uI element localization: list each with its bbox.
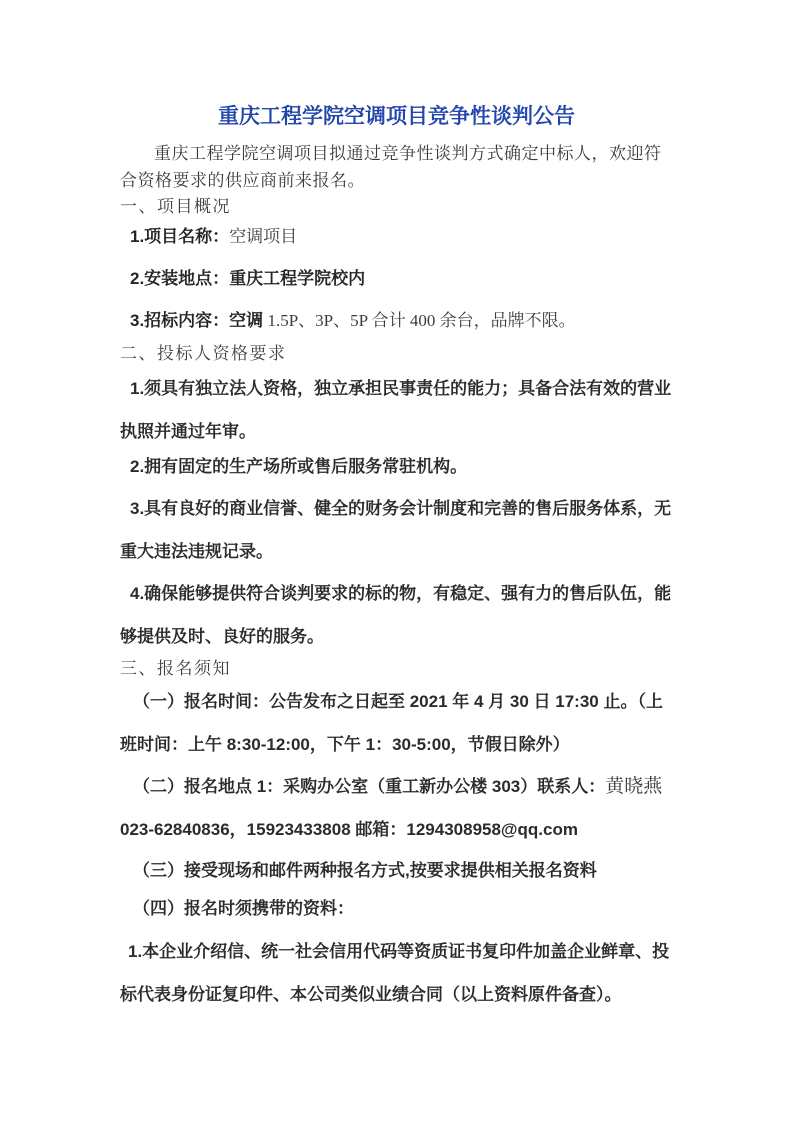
tender-content-item <box>120 299 676 342</box>
install-location-label: 2.安装地点： <box>130 269 230 288</box>
qualification-item-2: 2.拥有固定的生产场所或售后服务常驻机构。 <box>130 457 468 476</box>
install-location-item <box>120 257 676 300</box>
intro-paragraph: 重庆工程学院空调项目拟通过竞争性谈判方式确定中标人，欢迎符合资格要求的供应商前来报名。 <box>120 144 662 190</box>
section-heading-bidder-qualifications: 二、投标人资格要求 <box>120 344 287 363</box>
project-name-item <box>120 215 676 258</box>
qualification-item-1: 1.须具有独立法人资格，独立承担民事责任的能力；具备合法有效的营业执照并通过年审。 <box>120 379 672 441</box>
section-heading-registration-notes: 三、报名须知 <box>120 659 231 678</box>
document-title: 重庆工程学院空调项目竞争性谈判公告 <box>218 105 575 128</box>
project-name-value: 空调项目 <box>229 227 298 246</box>
registration-location-item <box>120 765 676 851</box>
section-heading-project-overview: 一、项目概况 <box>120 197 231 216</box>
registration-time-item: （一）报名时间：公告发布之日起至 2021 年 4 月 30 日 17:30 止。（上班时间：上午 8:30-12:00，下午 1：30-5:00，节假日除外） <box>120 692 663 754</box>
required-materials-item-1: 1.本企业介绍信、统一社会信用代码等资质证书复印件加盖企业鲜章、投标代表身份证复印件、本公司类似业绩合同（以上资料原件备查）。 <box>120 942 670 1004</box>
install-location-value: 重庆工程学院校内 <box>229 269 366 288</box>
required-materials-heading: （四）报名时须携带的资料： <box>133 899 354 918</box>
qualification-item-3: 3.具有良好的商业信誉、健全的财务会计制度和完善的售后服务体系，无重大违法违规记录。 <box>120 499 672 561</box>
tender-content-value: 1.5P、3P、5P 合计 400 余台，品牌不限。 <box>263 311 576 330</box>
registration-method-item: （三）接受现场和邮件两种报名方式,按要求提供相关报名资料 <box>133 861 597 880</box>
tender-content-label: 3.招标内容：空调 <box>130 311 264 330</box>
contact-person-name: 黄晓燕 <box>605 776 663 797</box>
registration-location-text: （二）报名地点 1：采购办公室（重工新办公楼 303）联系人： <box>133 777 606 796</box>
project-name-label: 1.项目名称： <box>130 227 230 246</box>
contact-phone-email-text: 023-62840836，15923433808 邮箱：1294308958@qq.com <box>120 820 578 839</box>
qualification-item-4: 4.确保能够提供符合谈判要求的标的物，有稳定、强有力的售后队伍，能够提供及时、良好的服务。 <box>120 584 672 646</box>
